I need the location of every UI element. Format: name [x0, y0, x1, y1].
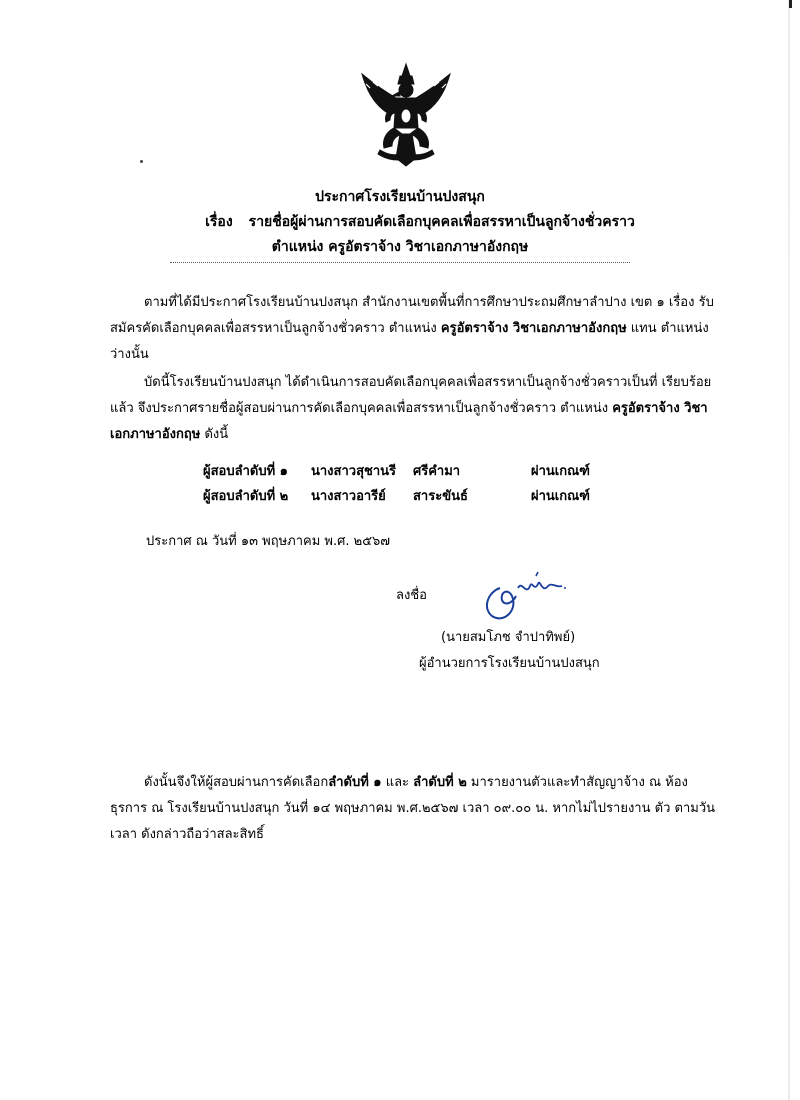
page-edge-mark [789, 0, 792, 8]
signature-label: ลงชื่อ [396, 588, 427, 603]
candidate-last-name: ศรีคำมา [413, 464, 461, 479]
position-line: ตำแหน่ง ครูอัตราจ้าง วิชาเอกภาษาอังกฤษ [271, 239, 529, 255]
candidate-first-name: นางสาวสุชานรี [311, 464, 396, 479]
page-edge-shadow [788, 0, 790, 1100]
paragraph-2 [110, 370, 720, 448]
p3-text-b: มารายงานตัวและทำสัญญาจ้าง ณ ห้องธุรการ ณ โรงเรียนบ้านปงสนุก วันที่ ๑๔ พฤษภาคม พ.ศ.๒๕๖๗ เวลา ๐๙.๐๐ น. หากไม่ไปรายงาน ตัว ตามวัน เวลา ดังกล่าวถือว่าสละสิทธิ์ [110, 775, 716, 842]
announcement-title: ประกาศโรงเรียนบ้านปงสนุก [315, 189, 485, 205]
announce-date: ประกาศ ณ วันที่ ๑๓ พฤษภาคม พ.ศ. ๒๕๖๗ [146, 534, 391, 549]
garuda-emblem-icon [356, 62, 456, 170]
p3-text-mid: และ [381, 775, 414, 790]
subject-line [20, 211, 800, 233]
signatory-name: (นายสมโภช จำปาทิพย์) [441, 630, 576, 645]
paragraph-3 [110, 770, 722, 848]
p1-text-a: ตามที่ได้มีประกาศโรงเรียนบ้านปงสนุก สำนักงานเขตพื้นที่การศึกษาประถมศึกษาลำปาง เขต ๑ เรื่อง รับสมัครคัดเลือกบุคคลเพื่อสรรหาเป็นลูกจ้างชั่วคราว ตำแหน่ง [110, 295, 714, 336]
candidate-rank: ผู้สอบลำดับที่ ๒ [203, 489, 289, 504]
p1-text-b: แทน ตำแหน่งว่างนั้น [110, 321, 709, 362]
handwritten-signature [478, 566, 588, 626]
p1-position-bold: ครูอัตราจ้าง วิชาเอกภาษาอังกฤษ [440, 321, 627, 336]
p2-text-b: ดังนี้ [200, 427, 229, 442]
paragraph-1 [110, 290, 720, 368]
p3-rank-1-bold: ลำดับที่ ๑ [328, 775, 382, 790]
p3-rank-2-bold: ลำดับที่ ๒ [413, 775, 467, 790]
candidate-rank: ผู้สอบลำดับที่ ๑ [203, 464, 288, 479]
candidate-first-name: นางสาวอารีย์ [311, 489, 386, 504]
candidate-last-name: สาระขันธ์ [413, 489, 468, 504]
scan-speck [140, 160, 143, 163]
candidate-result: ผ่านเกณฑ์ [531, 464, 590, 479]
p2-position-bold: ครูอัตราจ้าง วิชาเอกภาษาอังกฤษ [110, 401, 708, 442]
signatory-position: ผู้อำนวยการโรงเรียนบ้านปงสนุก [419, 656, 600, 671]
p2-text-a: บัดนี้โรงเรียนบ้านปงสนุก ได้ดำเนินการสอบคัดเลือกบุคคลเพื่อสรรหาเป็นลูกจ้างชั่วคราวเป็นที่ เรียบร้อยแล้ว จึงประกาศรายชื่อผู้สอบผ่านการคัดเลือกบุคคลเพื่อสรรหาเป็นลูกจ้างชั่วคราว ตำแหน่ง [110, 375, 712, 416]
p3-text-a: ดังนั้นจึงให้ผู้สอบผ่านการคัดเลือก [144, 775, 329, 790]
subject-text: รายชื่อผู้ผ่านการสอบคัดเลือกบุคคลเพื่อสรรหาเป็นลูกจ้างชั่วคราว [248, 214, 635, 230]
dotted-divider [170, 262, 630, 263]
candidate-result: ผ่านเกณฑ์ [531, 489, 590, 504]
subject-label: เรื่อง [205, 214, 233, 230]
